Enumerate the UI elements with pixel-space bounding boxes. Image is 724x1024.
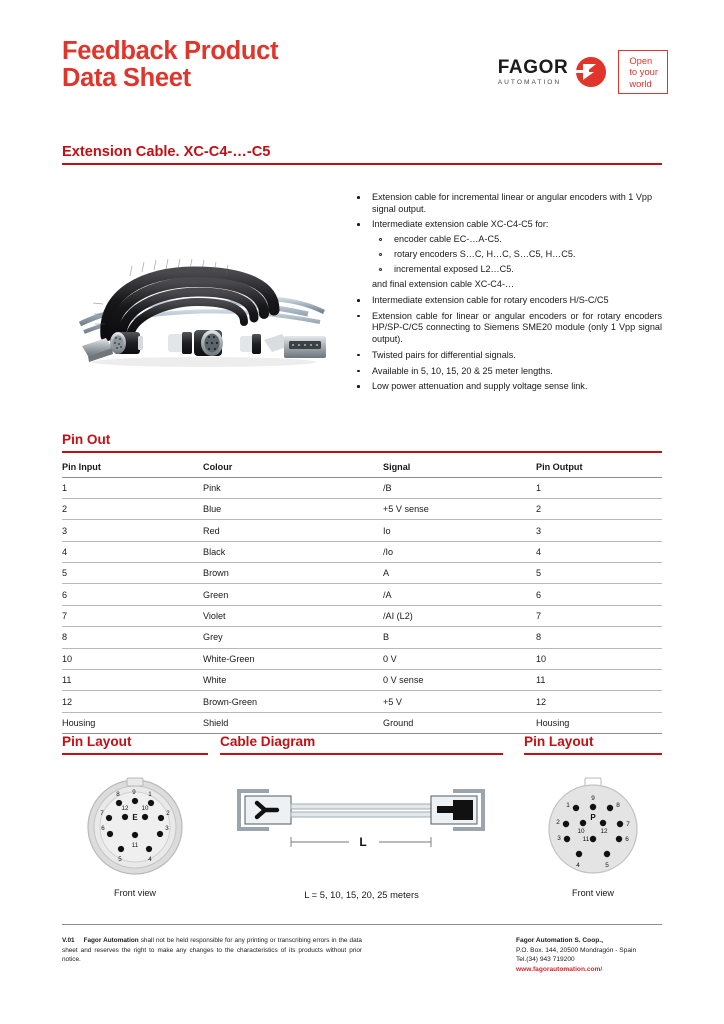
- pin-number: 5: [605, 861, 609, 869]
- cell-pin-output: 2: [536, 498, 662, 519]
- cell-pin-input: 7: [62, 605, 203, 626]
- pin-number: 7: [626, 820, 630, 828]
- cell-colour: Red: [203, 520, 383, 541]
- feature-text: Intermediate extension cable for rotary encoders H/S-C/C5: [372, 295, 609, 306]
- table-row: [62, 520, 662, 541]
- feature-text: Low power attenuation and supply voltage sense link.: [372, 381, 588, 392]
- pin-layout-left-caption: Front view: [114, 887, 156, 898]
- cable-diagram-panel: [220, 734, 503, 900]
- pin-layout-left-panel: [62, 734, 208, 898]
- product-photo: [68, 228, 340, 370]
- cell-pin-input: 8: [62, 627, 203, 648]
- sub-feature-item: [372, 234, 662, 246]
- table-header-row: [62, 458, 662, 478]
- pin-number: 1: [148, 790, 152, 798]
- diagram-connector-right: [431, 789, 485, 831]
- circular-connector-1: [110, 332, 143, 354]
- cell-colour: White: [203, 669, 383, 690]
- cell-pin-output: 6: [536, 584, 662, 605]
- cell-pin-input: 12: [62, 691, 203, 712]
- cell-pin-input: 1: [62, 477, 203, 498]
- product-heading-rule: [62, 163, 662, 165]
- cable-diagram-drawing-wrap: [220, 779, 503, 869]
- bullet-icon: [357, 196, 360, 199]
- dsub-connector-left: [82, 338, 113, 362]
- feature-text: Extension cable for incremental linear or angular encoders with 1 Vpp signal output.: [372, 192, 653, 214]
- fagor-circle-mark-icon: [576, 57, 606, 87]
- product-heading: Extension Cable. XC-C4-…-C5: [62, 144, 271, 160]
- feature-text: Available in 5, 10, 15, 20 & 25 meter lengths.: [372, 365, 553, 376]
- dsub-connector-right: [264, 334, 326, 358]
- cell-colour: Green: [203, 584, 383, 605]
- cell-signal: /B: [383, 477, 536, 498]
- feature-text: Twisted pairs for differential signals.: [372, 349, 516, 360]
- connector-face-left-icon: [85, 777, 185, 877]
- sub-feature-item: [372, 249, 662, 261]
- cell-colour: Black: [203, 541, 383, 562]
- pinout-section: [62, 432, 662, 734]
- logo-wordmark: [498, 58, 569, 87]
- sub-feature-text: encoder cable EC-…A-C5.: [394, 234, 502, 245]
- cell-colour: Blue: [203, 498, 383, 519]
- cell-signal: 0 V: [383, 648, 536, 669]
- cell-pin-output: 7: [536, 605, 662, 626]
- logo-bar-shape: [572, 70, 589, 73]
- bullet-icon: [357, 315, 360, 318]
- cell-colour: White-Green: [203, 648, 383, 669]
- pin-number: 3: [557, 834, 561, 842]
- cell-signal: /Io: [383, 541, 536, 562]
- bullet-icon: [357, 385, 360, 388]
- column-header-pin-input: Pin Input: [62, 458, 203, 478]
- dimension-label: L: [358, 834, 367, 849]
- hollow-bullet-icon: [379, 238, 382, 241]
- circular-connector-4: [240, 334, 261, 354]
- pin-number: 1: [566, 801, 570, 809]
- feature-item: [348, 366, 662, 378]
- logo-claim-line3: world: [629, 77, 652, 89]
- bullet-icon: [357, 299, 360, 302]
- table-row: [62, 541, 662, 562]
- cell-pin-output: 10: [536, 648, 662, 669]
- document-version: V.01: [62, 937, 75, 944]
- connector-center-label: E: [132, 812, 138, 822]
- pin-layout-left-heading: Pin Layout: [62, 734, 132, 749]
- cable-diagram-caption: L = 5, 10, 15, 20, 25 meters: [304, 888, 419, 900]
- connector-center-label: P: [590, 812, 596, 822]
- column-header-pin-output: Pin Output: [536, 458, 662, 478]
- cell-pin-output: Housing: [536, 712, 662, 733]
- table-row: [62, 498, 662, 519]
- footer-disclaimer: [62, 936, 362, 965]
- cell-signal: +5 V sense: [383, 498, 536, 519]
- bullet-icon: [357, 370, 360, 373]
- pin-layout-left-rule: [62, 753, 208, 755]
- logo-brand-sub: AUTOMATION: [497, 78, 562, 86]
- pin-number: 4: [148, 855, 152, 863]
- pin-number: 4: [576, 861, 580, 869]
- feature-tail-text: and final extension cable XC-C4-…: [372, 279, 515, 290]
- cell-pin-input: 3: [62, 520, 203, 541]
- cell-pin-input: 5: [62, 563, 203, 584]
- pin-number: 8: [116, 790, 120, 798]
- table-row: [62, 648, 662, 669]
- cell-colour: Brown: [203, 563, 383, 584]
- page-title: [62, 38, 278, 92]
- pin-number: 10: [577, 827, 585, 835]
- cell-pin-output: 4: [536, 541, 662, 562]
- column-header-signal: Signal: [383, 458, 536, 478]
- pin-number: 2: [556, 818, 560, 826]
- sub-feature-text: incremental exposed L2…C5.: [394, 264, 514, 275]
- cell-pin-input: 6: [62, 584, 203, 605]
- cable-photo-illustration: [68, 228, 340, 370]
- logo-claim: [618, 50, 668, 94]
- pin-number: 2: [166, 809, 170, 817]
- table-row: [62, 563, 662, 584]
- logo-brand-name: FAGOR: [497, 56, 569, 78]
- cell-colour: Pink: [203, 477, 383, 498]
- cell-colour: Brown-Green: [203, 691, 383, 712]
- product-heading-block: [62, 144, 662, 165]
- cell-pin-output: 3: [536, 520, 662, 541]
- hollow-bullet-icon: [379, 268, 382, 271]
- column-header-colour: Colour: [203, 458, 383, 478]
- cell-pin-input: Housing: [62, 712, 203, 733]
- pin-layout-right-panel: [524, 734, 662, 898]
- pin-number: 11: [131, 841, 139, 849]
- feature-item: [348, 311, 662, 346]
- table-row: [62, 605, 662, 626]
- table-row: [62, 477, 662, 498]
- pin-number: 10: [141, 804, 149, 812]
- bullet-icon: [357, 354, 360, 357]
- pin-number: 5: [118, 855, 122, 863]
- circular-connector-3: [194, 330, 223, 356]
- feature-item: [348, 219, 662, 291]
- cell-pin-output: 1: [536, 477, 662, 498]
- pin-number: 8: [616, 801, 620, 809]
- cell-signal: /A: [383, 584, 536, 605]
- footer-contact: [516, 936, 676, 974]
- pin-number: 6: [625, 835, 629, 843]
- pin-layout-right-heading: Pin Layout: [524, 734, 594, 749]
- page-title-line1: Feedback Product: [62, 37, 279, 65]
- pinout-heading: Pin Out: [62, 432, 111, 447]
- feature-item: [348, 381, 662, 393]
- connector-face-right-icon: [543, 777, 643, 877]
- cell-signal: /AI (L2): [383, 605, 536, 626]
- cell-colour: Violet: [203, 605, 383, 626]
- cable-diagram-rule: [220, 753, 503, 755]
- pin-layout-right-drawing-wrap: [524, 777, 662, 877]
- cable-diagram-heading: Cable Diagram: [220, 734, 316, 749]
- cable-assembly-diagram: [227, 779, 497, 869]
- cell-pin-input: 10: [62, 648, 203, 669]
- cell-signal: Ground: [383, 712, 536, 733]
- footer-company-name: Fagor Automation S. Coop.,: [516, 937, 603, 944]
- pin-layout-left-drawing-wrap: [62, 777, 208, 877]
- feature-item: [348, 192, 662, 215]
- pin-number: 6: [101, 824, 105, 832]
- footer-divider: [62, 924, 662, 925]
- pinout-table: [62, 458, 662, 735]
- footer-disclaimer-text: shall not be held responsible for any printing or transcribing errors in the data sheet and reserves the right to make any changes to the characteristics of its products without prior notice.: [62, 937, 362, 964]
- pin-number: 7: [100, 809, 104, 817]
- pin-number: 9: [591, 794, 595, 802]
- logo-claim-line1: Open: [629, 55, 653, 67]
- footer-website-link[interactable]: www.fagorautomation.com/: [516, 965, 603, 973]
- sub-feature-item: [372, 264, 662, 276]
- cell-pin-output: 11: [536, 669, 662, 690]
- table-row: [62, 712, 662, 733]
- hollow-bullet-icon: [379, 253, 382, 256]
- cell-signal: 0 V sense: [383, 669, 536, 690]
- pin-number: 9: [132, 788, 136, 796]
- pin-number: 3: [165, 824, 169, 832]
- feature-item: [348, 295, 662, 307]
- cell-pin-output: 5: [536, 563, 662, 584]
- circular-connector-2: [168, 332, 192, 354]
- footer-address: P.O. Box. 144, 20500 Mondragón - Spain: [516, 946, 637, 954]
- logo-claim-line2: to your: [629, 66, 658, 78]
- footer-phone: Tel.(34) 943 719200: [516, 956, 575, 964]
- cell-signal: +5 V: [383, 691, 536, 712]
- cell-signal: Io: [383, 520, 536, 541]
- feature-text: Extension cable for linear or angular encoders or for rotary encoders HP/SP-C/C5 connecting to Siemens SME20 module (only 1 Vpp signal output).: [372, 310, 662, 345]
- pin-number: 12: [121, 804, 129, 812]
- cell-pin-output: 8: [536, 627, 662, 648]
- feature-list: [348, 192, 662, 397]
- page-title-line2: Data Sheet: [62, 64, 191, 92]
- bullet-icon: [357, 223, 360, 226]
- cell-colour: Shield: [203, 712, 383, 733]
- cell-pin-input: 11: [62, 669, 203, 690]
- pin-layout-right-caption: Front view: [572, 887, 614, 898]
- pin-number: 11: [582, 835, 590, 843]
- table-row: [62, 691, 662, 712]
- pin-number: 12: [600, 827, 608, 835]
- table-row: [62, 627, 662, 648]
- pin-layout-right-rule: [524, 753, 662, 755]
- sub-feature-text: rotary encoders S…C, H…C, S…C5, H…C5.: [394, 249, 576, 260]
- table-row: [62, 669, 662, 690]
- page-header: [62, 38, 668, 110]
- feature-text: Intermediate extension cable XC-C4-C5 for:: [372, 219, 549, 230]
- cell-colour: Grey: [203, 627, 383, 648]
- footer-company-inline: Fagor Automation: [83, 937, 139, 944]
- cell-signal: B: [383, 627, 536, 648]
- cell-pin-output: 12: [536, 691, 662, 712]
- feature-item: [348, 350, 662, 362]
- cell-pin-input: 2: [62, 498, 203, 519]
- cell-signal: A: [383, 563, 536, 584]
- table-row: [62, 584, 662, 605]
- cell-pin-input: 4: [62, 541, 203, 562]
- diagram-connector-left: [237, 789, 291, 831]
- pinout-heading-rule: [62, 451, 662, 453]
- fagor-logo: [498, 46, 668, 98]
